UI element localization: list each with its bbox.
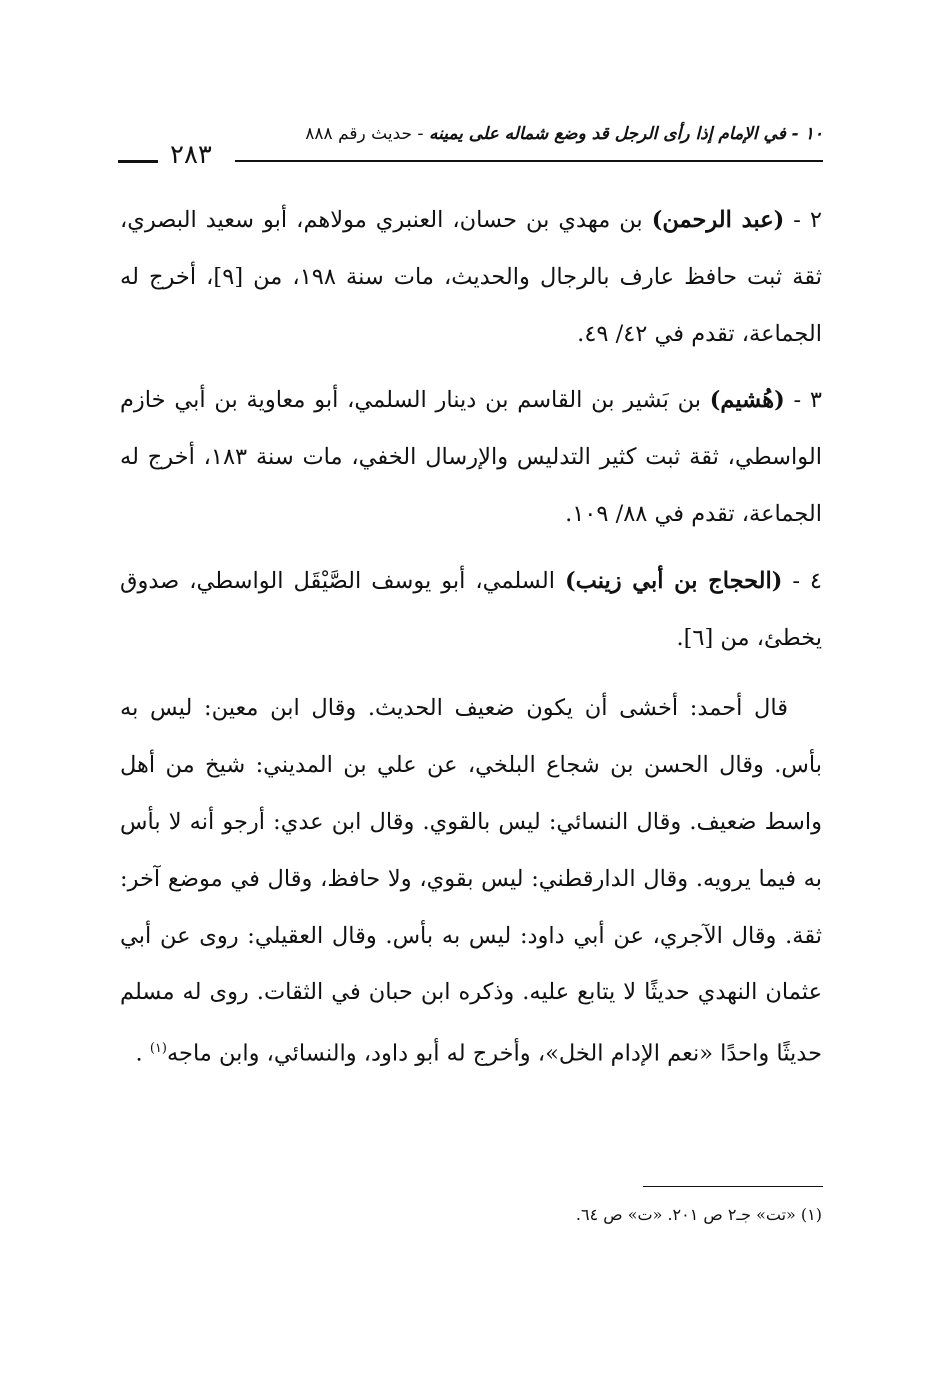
footnote: (١) «تت» جـ٢ ص ٢٠١. «ت» ص ٦٤. [575, 1205, 822, 1224]
main-text [120, 192, 822, 1082]
narrator-entry-3 [120, 372, 822, 542]
chapter-title-lead: ١٠ - في الإمام إذا رأى الرجل قد وضع شماله على يمينه [428, 124, 823, 144]
narrator-name: (عبد الرحمن) [651, 207, 785, 233]
entry-number: ٤ - [782, 567, 822, 594]
entry-text: بن مهدي بن حسان، العنبري مولاهم، أبو سعيد البصري، ثقة ثبت حافظ عارف بالرجال والحديث، مات سنة ١٩٨، من [٩]، أخرج له الجماعة، تقدم في ٤٢/ ٤٩. [120, 207, 822, 347]
footnote-marker: (١) [149, 1041, 167, 1057]
narrator-entry-4 [120, 553, 822, 667]
narrator-name: (هُشيم) [709, 387, 785, 414]
entry-number: ٣ - [784, 387, 822, 414]
entry-number: ٢ - [784, 207, 822, 233]
footnote-rule [643, 1186, 823, 1187]
chapter-title [305, 124, 823, 144]
paragraph-end: . [135, 1040, 150, 1067]
page-number-dash [118, 160, 158, 163]
chapter-title-tail: - حديث رقم ٨٨٨ [305, 124, 429, 144]
header-rule [235, 160, 823, 162]
narrator-name: (الحجاج بن أبي زينب) [564, 567, 783, 594]
entry-text: السلمي، أبو يوسف الصَّيْقَل الواسطي، صدوق يخطئ، من [٦]. [120, 567, 822, 651]
paragraph-text: قال أحمد: أخشى أن يكون ضعيف الحديث. وقال ابن معين: ليس به بأس. وقال الحسن بن شجاع البلخي، عن علي بن المديني: شيخ من أهل واسط ضعيف. وقال النسائي: ليس بالقوي. وقال ابن عدي: أرجو أنه لا بأس به فيما يرويه. وقال الدارقطني: ليس بقوي، ولا حافظ، وقال في موضع آخر: ثقة. وقال الآجري، عن أبي داود: ليس به بأس. وقال العقيلي: روى عن أبي عثمان النهدي حديثًا لا يتابع عليه. وذكره ابن حبان في الثقات. روى له مسلم حديثًا واحدًا «نعم الإدام الخل»، وأخرج له أبو داود، والنسائي، وابن ماجه [120, 695, 822, 1067]
page-number: ٢٨٣ [170, 140, 212, 170]
entry-text: بن بَشير بن القاسم بن دينار السلمي، أبو معاوية بن أبي خازم الواسطي، ثقة ثبت كثير التدليس والإرسال الخفي، مات سنة ١٨٣، أخرج له الجماعة، تقدم في ٨٨/ ١٠٩. [120, 387, 822, 527]
running-header [118, 118, 823, 170]
narrator-entry-2 [120, 192, 822, 362]
commentary-paragraph [120, 680, 822, 1082]
